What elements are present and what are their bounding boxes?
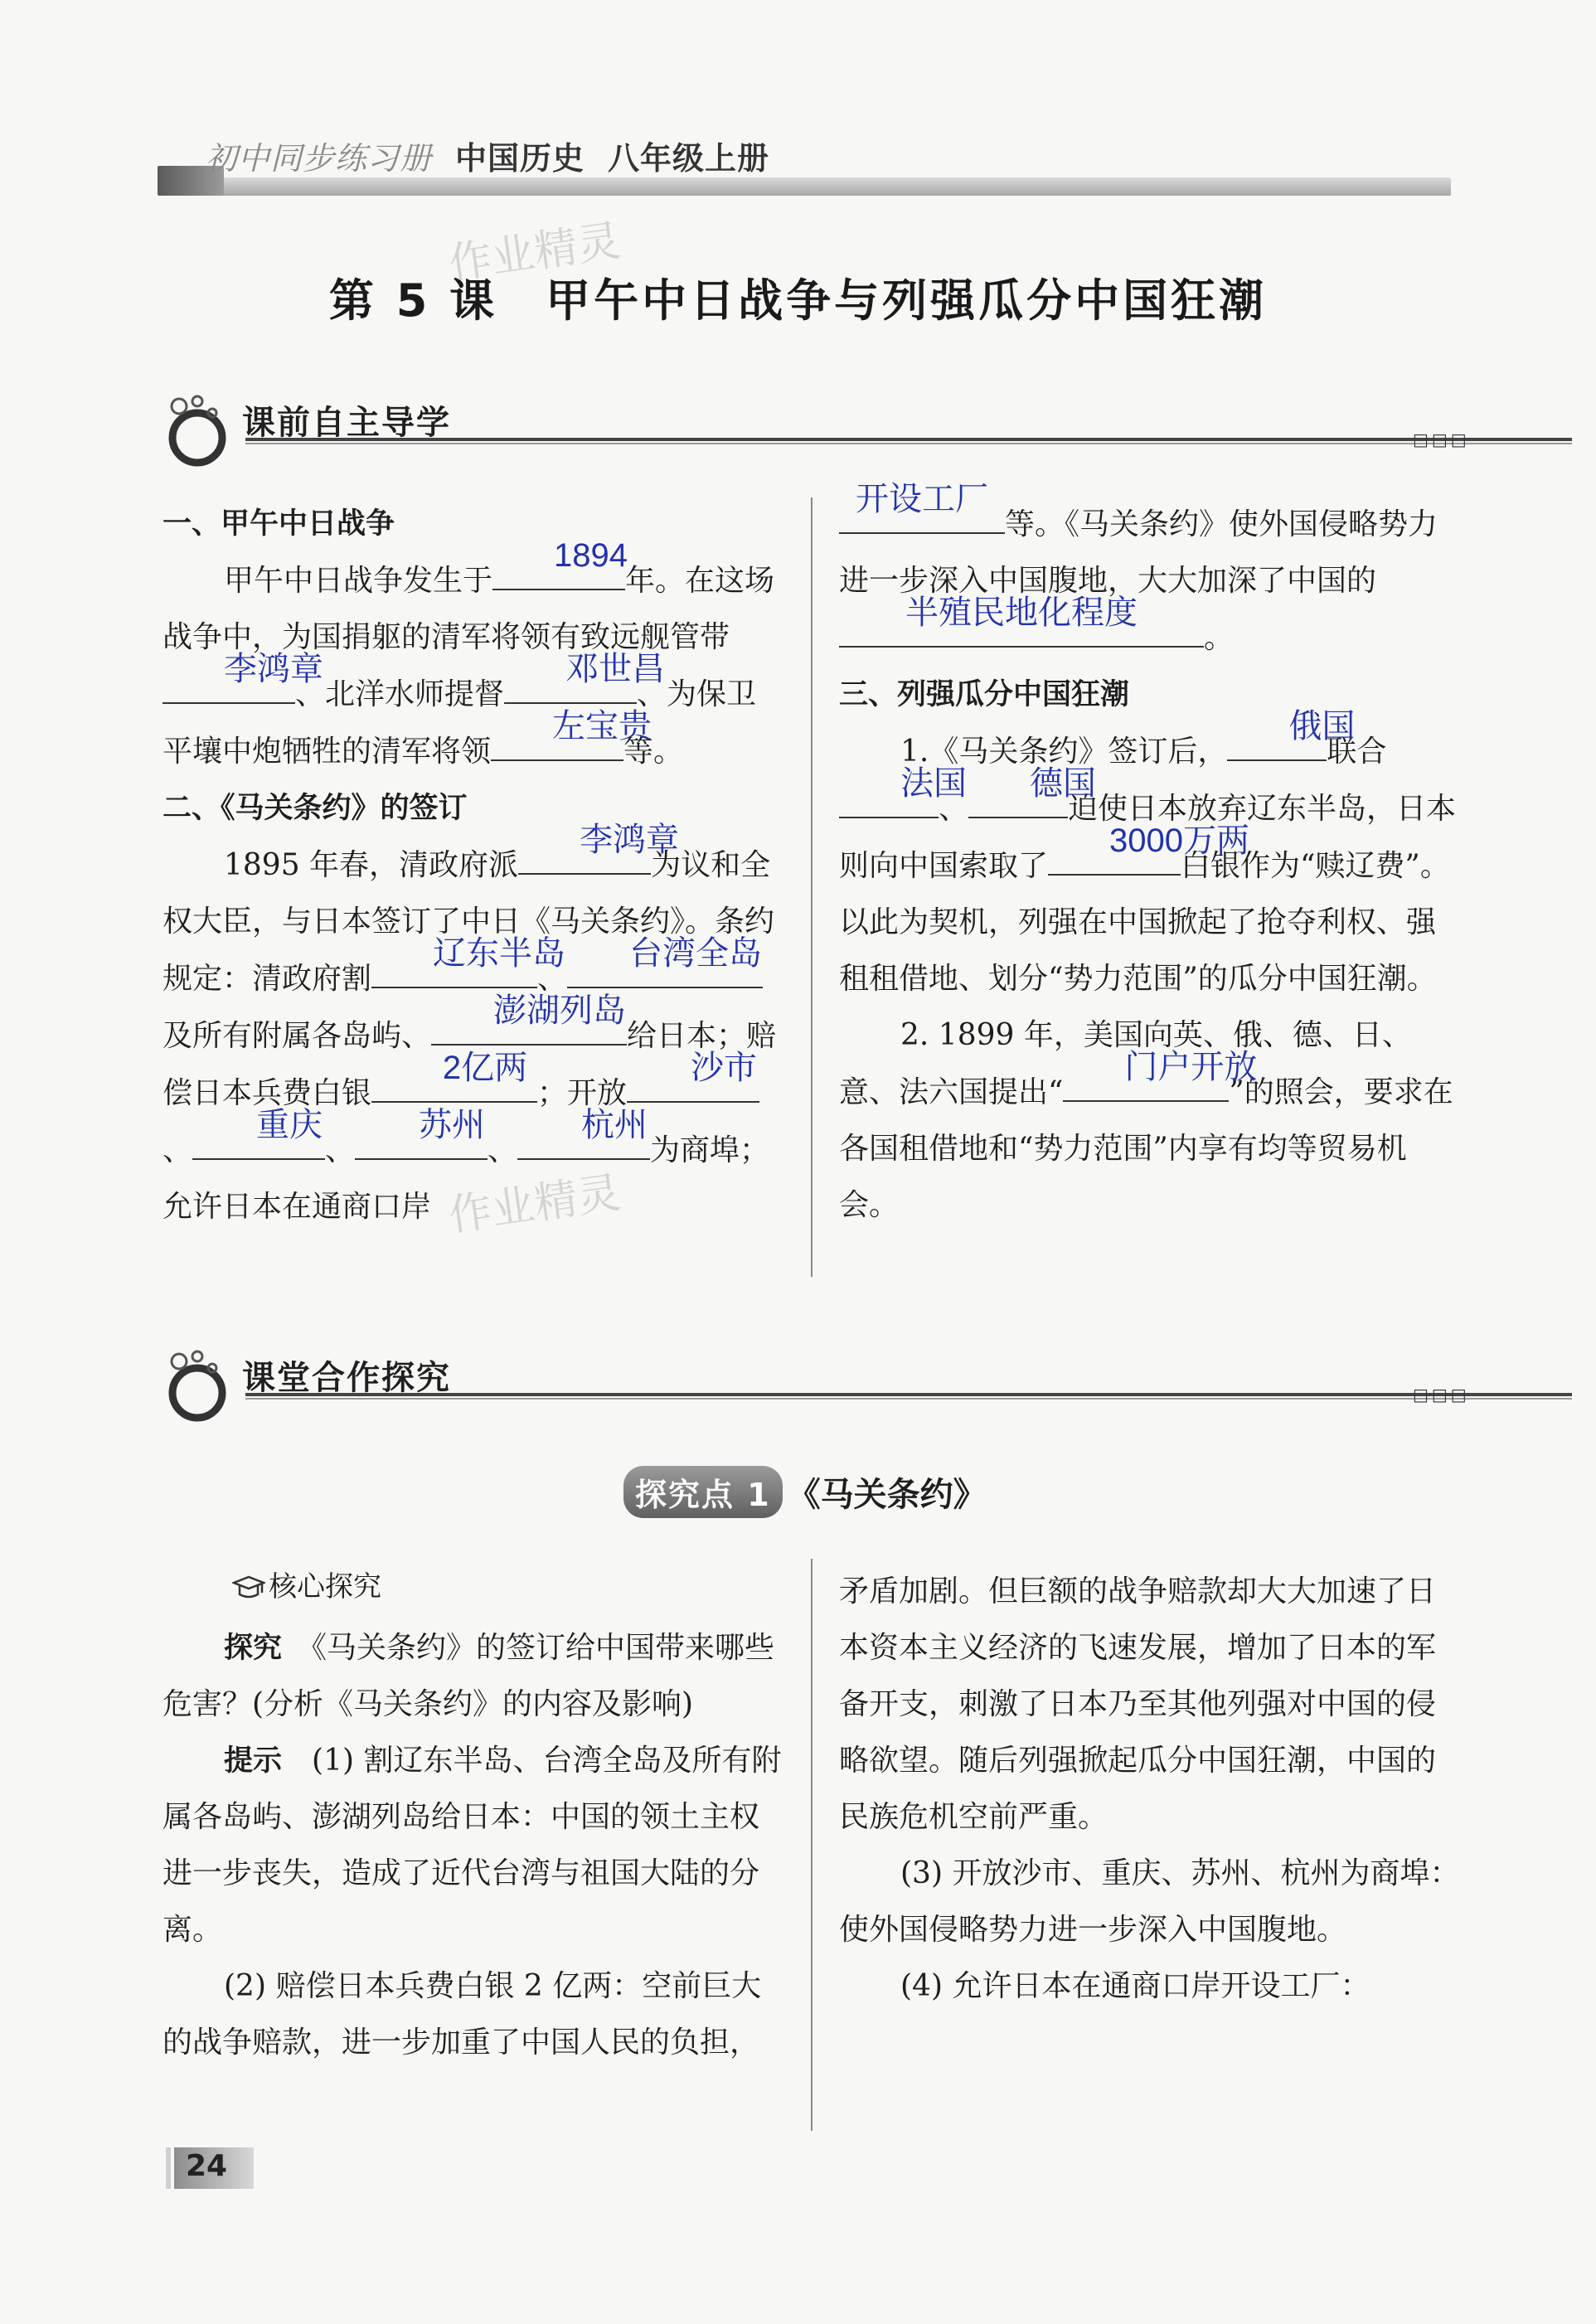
blank-ceded-1[interactable]: 辽东半岛 (371, 950, 537, 988)
section-rings-icon (163, 1345, 245, 1428)
section-dots: □□□ (1413, 1385, 1470, 1405)
hint-1: 提示 (1) 割辽东半岛、台湾全岛及所有附属各岛屿、澎湖列岛给日本：中国的领土主权进一步丧失，造成了近代台湾与祖国大陆的分离。 (163, 1744, 782, 1947)
heading-partition: 三、列强瓜分中国狂潮 (839, 678, 1130, 711)
core-inquiry-heading: 核心探究 (232, 1564, 381, 1604)
section-label: 课前自主导学 (242, 404, 451, 442)
blank-port-3[interactable]: 苏州 (355, 1122, 488, 1160)
blank-open-door[interactable]: 门户开放 (1063, 1064, 1229, 1102)
inquiry-right-column (839, 1564, 1463, 2015)
inquiry-left-column (163, 1620, 786, 2073)
blank-semi-colonial[interactable]: 半殖民地化程度 (839, 609, 1204, 648)
blank-power-3[interactable]: 德国 (968, 780, 1068, 818)
watermark-2: 作业精灵 (445, 1167, 623, 1242)
blank-pyongyang-general[interactable]: 左宝贵 (491, 723, 623, 761)
blank-power-2[interactable]: 法国 (839, 780, 939, 818)
paragraph-treaty: 1895 年春，清政府派 李鸿章 为议和全权大臣，与日本签订了中日《马关条约》。条约规定：清政府割 辽东半岛 、 台湾全岛 及所有附属各岛屿、 澎湖列岛 给日本；赔偿日本兵费白银 2亿两 ；开放 沙市 、 重庆 、 苏州 、 杭州 为商埠；允许日本在通商口岸 (163, 822, 777, 1224)
section-header-classroom (163, 1345, 1468, 1428)
inquiry-title: 《马关条约》 (787, 1476, 987, 1514)
inquiry-tag (623, 1466, 987, 1518)
inquiry-question: 探究 《马关条约》的签订给中国带来哪些危害？(分析《马关条约》的内容及影响) (163, 1631, 775, 1721)
blank-plenipotentiary[interactable]: 李鸿章 (518, 837, 651, 875)
inquiry-point-badge: 探究点 1 (623, 1466, 783, 1518)
blank-ransom[interactable]: 3000万两 (1048, 837, 1181, 876)
hint-2: (2) 赔偿日本兵费白银 2 亿两：空前巨大的战争赔款，进一步加重了中国人民的负担， (163, 1969, 762, 2060)
paragraph-partition-2: 2. 1899 年，美国向英、俄、德、日、意、法六国提出“ 门户开放 ”的照会，要求在各国租借地和“势力范围”内享有均等贸易机会。 (839, 1018, 1453, 1222)
blank-factories[interactable]: 开设工厂 (839, 496, 1005, 534)
running-header (206, 133, 769, 178)
blank-war-year[interactable]: 1894 (492, 552, 625, 590)
blank-ceded-2[interactable]: 台湾全岛 (567, 950, 763, 988)
column-divider (811, 497, 813, 1277)
section-rings-icon (163, 390, 245, 473)
header-subject: 中国历史 (455, 140, 585, 177)
blank-admiral[interactable]: 邓世昌 (504, 666, 637, 704)
column-divider-2 (811, 1559, 813, 2131)
heading-treaty: 二、《马关条约》的签订 (163, 792, 468, 825)
blank-port-2[interactable]: 重庆 (192, 1122, 325, 1160)
header-bar (158, 177, 1451, 196)
page-number: 24 (174, 2147, 254, 2189)
paragraph-partition-1: 1.《马关条约》签订后， 俄国 联合 法国 、 德国 迫使日本放弃辽东半岛，日本则向中国索取了 3000万两 白银作为“赎辽费”。以此为契机，列强在中国掀起了抢夺利权、强租租借地、划分“势力范围”的瓜分中国狂潮。 (839, 708, 1457, 996)
blank-ceded-3[interactable]: 澎湖列岛 (431, 1007, 627, 1046)
paragraph-war: 甲午中日战争发生于 1894 年。在这场战争中，为国捐躯的清军将领有致远舰管带 李鸿章 、北洋水师提督 邓世昌 、为保卫平壤中炮牺牲的清军将领 左宝贵 等。 (163, 537, 775, 769)
heading-war: 一、甲午中日战争 (163, 507, 395, 541)
blank-power-1[interactable]: 俄国 (1227, 723, 1327, 761)
watermark: 作业精灵 (445, 216, 623, 290)
blank-port-4[interactable]: 杭州 (517, 1122, 650, 1160)
section-header-prestudy (163, 390, 1468, 473)
prestudy-right-column (839, 481, 1463, 1234)
blank-indemnity[interactable]: 2亿两 (371, 1065, 537, 1103)
section-label: 课堂合作探究 (242, 1359, 451, 1397)
header-grade: 八年级上册 (608, 140, 770, 177)
blank-port-1[interactable]: 沙市 (627, 1065, 759, 1103)
graduation-cap-icon (232, 1574, 265, 1603)
lesson-title: 第 5 课 甲午中日战争与列强瓜分中国狂潮 (328, 274, 1268, 327)
hint-3: (3) 开放沙市、重庆、苏州、杭州为商埠：使外国侵略势力进一步深入中国腹地。 (839, 1856, 1460, 1947)
hint-4: (4) 允许日本在通商口岸开设工厂： (900, 1969, 1370, 2003)
section-dots: □□□ (1413, 429, 1470, 449)
header-brand: 初中同步练习册 (206, 140, 433, 177)
hint-2-continued: 矛盾加剧。但巨额的战争赔款却大大加速了日本资本主义经济的飞速发展，增加了日本的军备开支，刺激了日本乃至其他列强对中国的侵略欲望。随后列强掀起瓜分中国狂潮，中国的民族危机空前严重。 (839, 1574, 1437, 1834)
paragraph-treaty-continued: 开设工厂 等。《马关条约》使外国侵略势力进一步深入中国腹地，大大加深了中国的 半殖民地化程度 。 (839, 481, 1438, 655)
prestudy-left-column (163, 496, 786, 1235)
blank-captain[interactable]: 李鸿章 (163, 666, 295, 704)
